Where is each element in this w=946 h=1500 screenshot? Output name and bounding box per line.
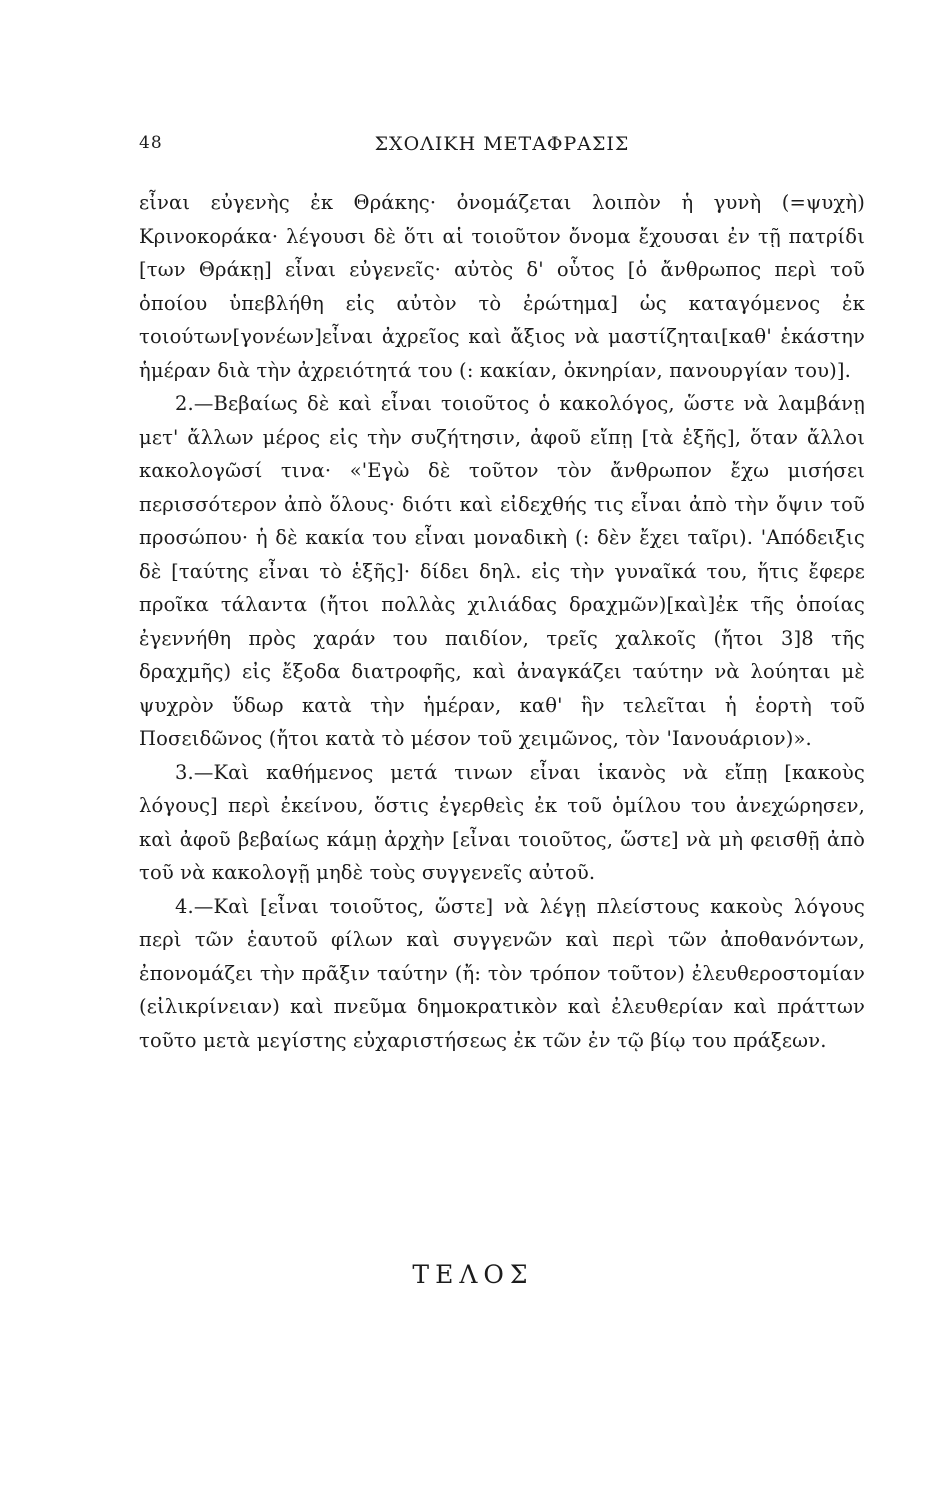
end-mark: ΤΕΛΟΣ: [412, 1260, 534, 1289]
paragraph-4: 4.—Καὶ [εἶναι τοιοῦτος, ὥστε] νὰ λέγῃ πλείστους κακοὺς λόγους περὶ τῶν ἑαυτοῦ φίλων καὶ συγγενῶν καὶ περὶ τῶν ἀποθανόντων, ἐπονομάζει τὴν πρᾶξιν ταύτην (ἤ: τὸν τρόπον τοῦτον) ἐλευθεροστομίαν (εἰλικρίνειαν) καὶ πνεῦμα δημοκρατικὸν καὶ ἐλευθερίαν καὶ πράττων τοῦτο μετὰ μεγίστης εὐχαριστήσεως ἐκ τῶν ἐν τῷ βίῳ του πράξεων.: [139, 894, 865, 1052]
body-text: [139, 186, 865, 1057]
paragraph-3: 3.—Καὶ καθήμενος μετά τινων εἶναι ἱκανὸς νὰ εἴπῃ [κακοὺς λόγους] περὶ ἐκείνου, ὅστις ἐγερθεὶς ἐκ τοῦ ὁμίλου του ἀνεχώρησεν, καὶ ἀφοῦ βεβαίως κάμῃ ἀρχὴν [εἶναι τοιοῦτος, ὥστε] νὰ μὴ φεισθῇ ἀπὸ τοῦ νὰ κακολογῇ μηδὲ τοὺς συγγενεῖς αὐτοῦ.: [139, 760, 865, 884]
page-header: [139, 133, 865, 161]
paragraph-1: εἶναι εὐγενὴς ἐκ Θράκης· ὀνομάζεται λοιπὸν ἡ γυνὴ (=ψυχὴ) Κρινοκοράκα· λέγουσι δὲ ὅτι αἱ τοιοῦτον ὄνομα ἔχουσαι ἐν τῇ πατρίδι [των Θράκῃ] εἶναι εὐγενεῖς· αὐτὸς δ' οὗτος [ὁ ἄνθρωπος περὶ τοῦ ὁποίου ὑπεβλήθη εἰς αὐτὸν τὸ ἐρώτημα] ὡς καταγόμενος ἐκ τοιούτων[γονέων]εἶναι ἀχρεῖος καὶ ἄξιος νὰ μαστίζηται[καθ' ἑκάστην ἡμέραν διὰ τὴν ἀχρειότητά του (: κακίαν, ὀκνηρίαν, πανουργίαν του)].: [139, 191, 865, 382]
page-number: 48: [139, 133, 163, 153]
running-title: ΣΧΟΛΙΚΗ ΜΕΤΑΦΡΑΣΙΣ: [374, 133, 630, 155]
paragraph-2: 2.—Βεβαίως δὲ καὶ εἶναι τοιοῦτος ὁ κακολόγος, ὥστε νὰ λαμβάνῃ μετ' ἄλλων μέρος εἰς τὴν συζήτησιν, ἀφοῦ εἴπῃ [τὰ ἑξῆς], ὅταν ἄλλοι κακολογῶσί τινα· «'Εγὼ δὲ τοῦτον τὸν ἄνθρωπον ἔχω μισήσει περισσότερον ἀπὸ ὅλους· διότι καὶ εἰδεχθής τις εἶναι ἀπὸ τὴν ὄψιν τοῦ προσώπου· ἡ δὲ κακία του εἶναι μοναδικὴ (: δὲν ἔχει ταῖρι). 'Απόδειξις δὲ [ταύτης εἶναι τὸ ἑξῆς]· δίδει δηλ. εἰς τὴν γυναῖκά του, ἥτις ἔφερε προῖκα τάλαντα (ἤτοι πολλὰς χιλιάδας δραχμῶν)[καὶ]ἐκ τῆς ὁποίας ἐγεννήθη πρὸς χαράν του παιδίον, τρεῖς χαλκοῖς (ἤτοι 3]8 τῆς δραχμῆς) εἰς ἔξοδα διατροφῆς, καὶ ἀναγκάζει ταύτην νὰ λούηται μὲ ψυχρὸν ὕδωρ κατὰ τὴν ἡμέραν, καθ' ἣν τελεῖται ἡ ἑορτὴ τοῦ Ποσειδῶνος (ἤτοι κατὰ τὸ μέσον τοῦ χειμῶνος, τὸν 'Ιανουάριον)».: [139, 392, 865, 750]
